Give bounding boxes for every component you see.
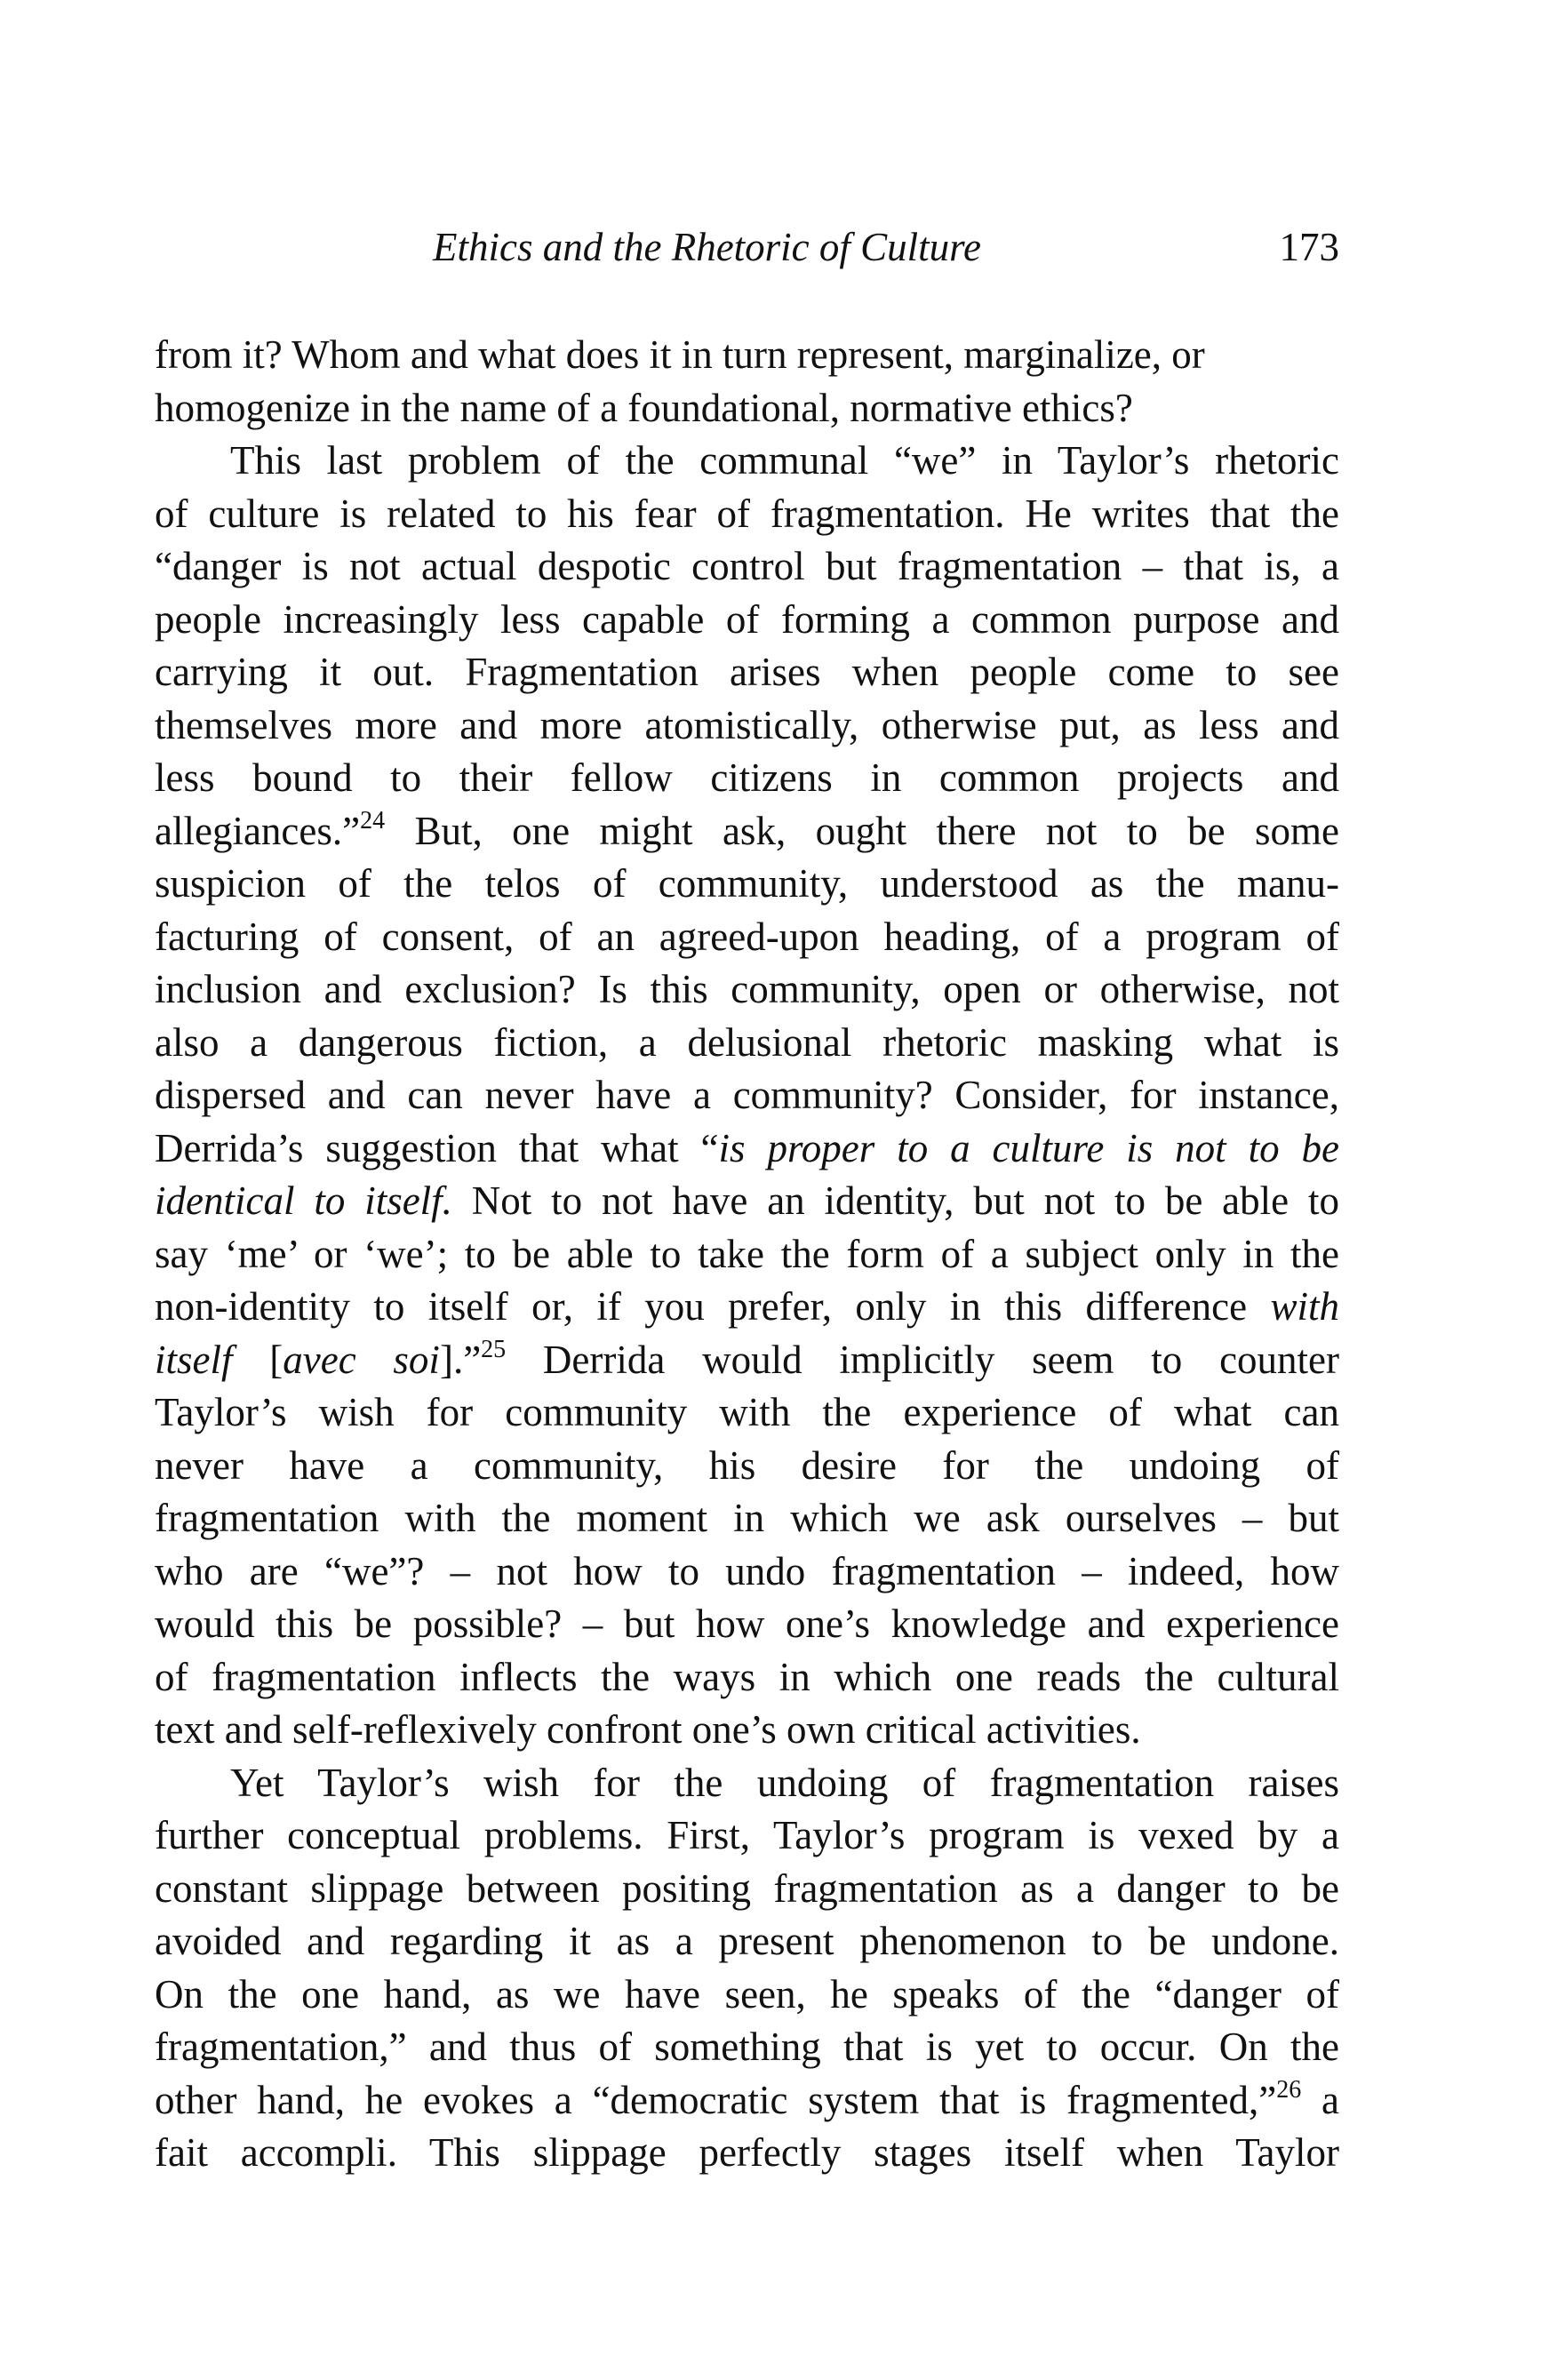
text-line: say ‘me’ or ‘we’; to be able to take the form of a subject only in the [155,1231,1339,1276]
text-line: from it? Whom and what does it in turn represent, marginalize, or [155,332,1205,377]
text-line: allegiances.”$^{24}$ But, one might ask, ought there not to be some [155,806,1339,853]
text-line: further conceptual problems. First, Taylor’s program is vexed by a [155,1813,1339,1857]
text-line: themselves more and more atomistically, otherwise put, as less and [155,702,1339,747]
text-line: dispersed and can never have a community? Consider, for instance, [155,1073,1339,1117]
text-line: who are “we”? – not how to undo fragmentation – indeed, how [155,1548,1339,1593]
footnote-ref-25: 25 [481,1335,507,1363]
text-line: also a dangerous fiction, a delusional rhetoric masking what is [155,1019,1339,1065]
text-line: would this be possible? – but how one’s knowledge and experience [155,1601,1339,1646]
text-line: fragmentation,” and thus of something that is yet to occur. On the [155,2025,1339,2069]
text-line: never have a community, his desire for the undoing of [155,1442,1339,1488]
footnote-ref-26: 26 [1276,2075,1302,2104]
text-line: less bound to their fellow citizens in common projects and [155,755,1339,800]
running-title: Ethics and the Rhetoric of Culture [433,225,981,269]
text-line: Derrida’s suggestion that what “is proper to a culture is not to be [155,1125,1339,1170]
body-text [155,329,1339,2180]
footnote-ref-24: 24 [360,806,386,835]
text-line: of culture is related to his fear of fragmentation. He writes that the [155,491,1339,536]
text-line: On the one hand, as we have seen, he speaks of the “danger of [155,1971,1339,2017]
text-line: suspicion of the telos of community, understood as the manu- [155,861,1339,906]
text-line: This last problem of the communal “we” in Taylor’s rhetoric [230,438,1339,483]
running-head [155,220,1339,274]
text-line: carrying it out. Fragmentation arises when people come to see [155,650,1339,694]
text-line: of fragmentation inflects the ways in which one reads the cultural [155,1654,1339,1699]
text-line: non-identity to itself or, if you prefer, only in this difference with [155,1284,1339,1329]
text-line: constant slippage between positing fragmentation as a danger to be [155,1865,1339,1911]
text-line: homogenize in the name of a foundational, normative ethics? [155,385,1133,430]
text-line: Taylor’s wish for community with the experience of what can [155,1390,1339,1434]
text-line: other hand, he evokes a “democratic system that is fragmented,”$^{26}$ a [155,2075,1339,2122]
text-line: fragmentation with the moment in which we ask ourselves – but [155,1496,1339,1540]
page-number: 173 [1279,225,1339,269]
text-line: fait accompli. This slippage perfectly stages itself when Taylor [155,2130,1339,2175]
text-line: identical to itself. Not to not have an identity, but not to be able to [155,1178,1339,1223]
text-line: avoided and regarding it as a present phenomenon to be undone. [155,1919,1339,1963]
text-line: facturing of consent, of an agreed-upon heading, of a program of [155,914,1339,959]
text-line: itself [avec soi].”$^{25}$ Derrida would implicitly seem to counter [155,1335,1339,1382]
text-line: “danger is not actual despotic control but fragmentation – that is, a [155,544,1339,588]
text-line: Yet Taylor’s wish for the undoing of fragmentation raises [230,1760,1339,1805]
text-line: inclusion and exclusion? Is this community, open or otherwise, not [155,967,1339,1011]
text-line: text and self-reflexively confront one’s own critical activities. [155,1707,1141,1752]
text-line: people increasingly less capable of forming a common purpose and [155,596,1339,642]
